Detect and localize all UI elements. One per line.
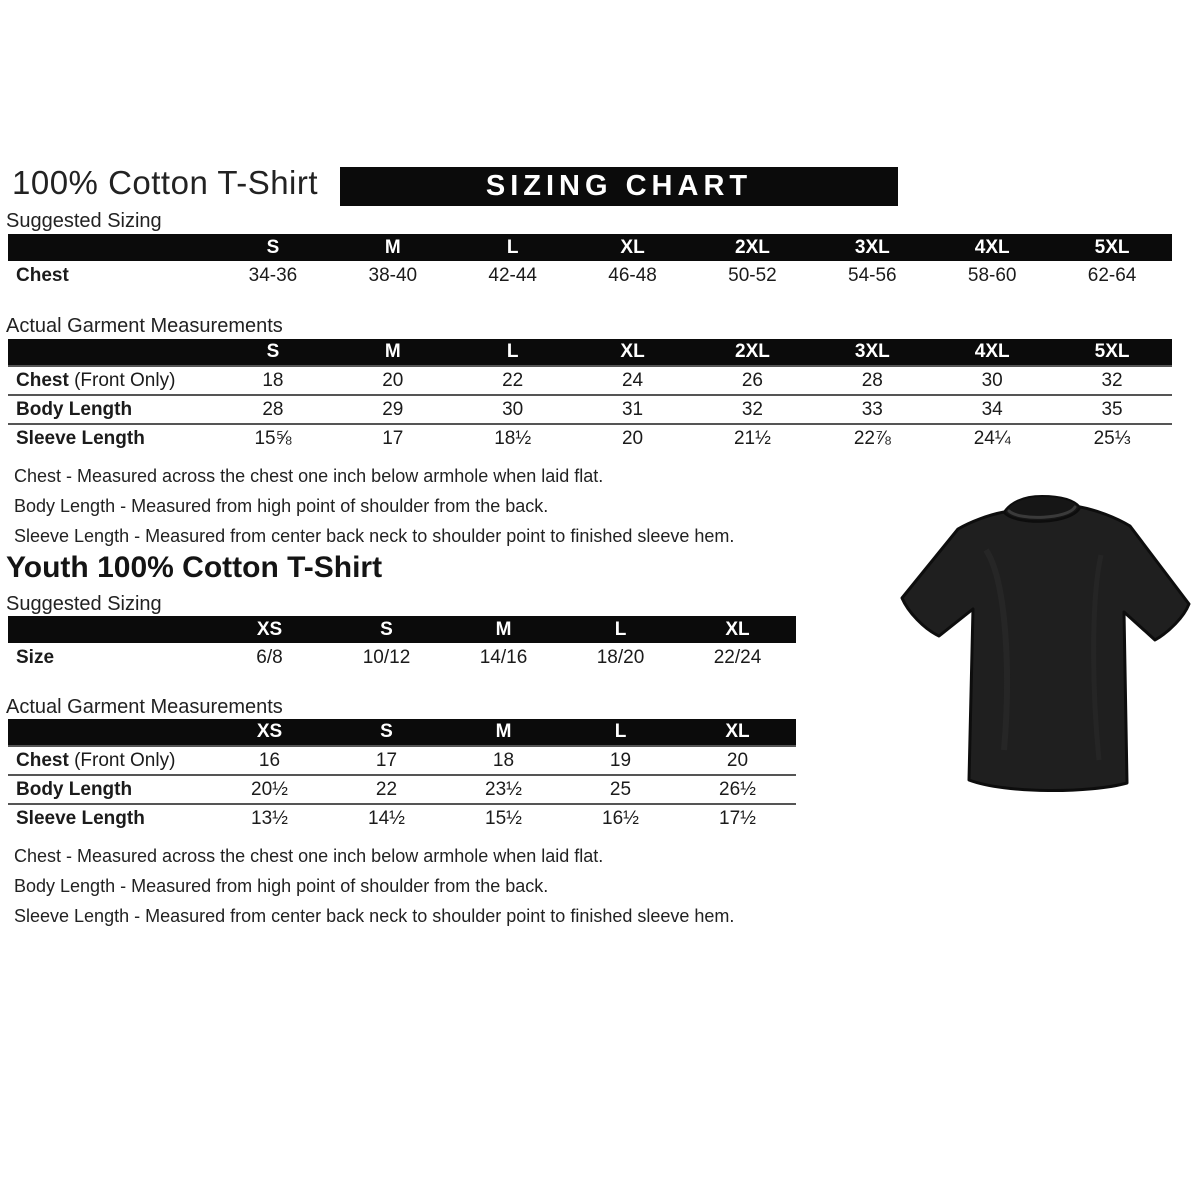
cell: 30 <box>981 369 1003 391</box>
cell: 33 <box>861 398 883 420</box>
cell: 17 <box>382 428 404 449</box>
row-label: Body Length <box>16 778 133 800</box>
cell: 38-40 <box>368 264 418 286</box>
cell: 25 <box>609 778 632 800</box>
row-label: Size <box>16 646 55 668</box>
column-header: 5XL <box>1052 234 1172 261</box>
row-label: Chest (Front Only) <box>16 369 176 391</box>
table-row <box>8 746 796 775</box>
page-title: 100% Cotton T-Shirt <box>12 164 319 201</box>
cell: 18 <box>492 749 515 771</box>
note-line: Chest - Measured across the chest one inch below armhole when laid flat. <box>14 846 604 866</box>
cell: 13½ <box>251 808 288 829</box>
tshirt-graphic <box>896 490 1194 802</box>
cell: 22⅞ <box>853 428 891 449</box>
table-row <box>8 395 1172 424</box>
cell: 22/24 <box>713 646 762 668</box>
cell: 32 <box>741 398 763 420</box>
column-header: M <box>333 339 453 366</box>
cell: 17 <box>375 749 398 771</box>
column-header: L <box>562 616 679 643</box>
cell: 18/20 <box>596 646 645 668</box>
sizing-chart-banner: SIZING CHART <box>340 167 898 206</box>
adult-garment-measurements-label: Actual Garment Measurements <box>6 315 283 337</box>
cell: 22 <box>375 778 398 800</box>
cell: 14½ <box>368 808 405 829</box>
cell: 25⅓ <box>1093 428 1131 449</box>
cell: 54-56 <box>848 264 897 286</box>
note-line: Sleeve Length - Measured from center back neck to shoulder point to finished sleeve hem. <box>14 906 735 926</box>
cell: 18½ <box>494 428 532 449</box>
cell: 10/12 <box>362 646 411 668</box>
column-header: M <box>445 719 562 746</box>
cell: 62-64 <box>1087 264 1137 286</box>
cell: 16 <box>258 749 281 771</box>
adult-suggested-sizing-table <box>8 234 1172 290</box>
cell: 34 <box>981 398 1003 420</box>
note-line: Chest - Measured across the chest one inch below armhole when laid flat. <box>14 466 604 486</box>
cell: 24¼ <box>973 428 1011 449</box>
tshirt-image <box>896 490 1194 802</box>
cell: 16½ <box>602 808 639 829</box>
cell: 50-52 <box>728 264 777 286</box>
adult-garment-measurements-table <box>8 339 1172 453</box>
row-label: Chest (Front Only) <box>16 749 176 771</box>
cell: 22 <box>502 369 524 391</box>
cell: 28 <box>262 398 284 420</box>
column-header: XL <box>679 616 796 643</box>
cell: 34-36 <box>248 264 298 286</box>
cell: 6/8 <box>256 646 283 668</box>
row-label-header <box>8 339 213 366</box>
column-header: 2XL <box>693 339 813 366</box>
cell: 58-60 <box>967 264 1017 286</box>
column-header: XL <box>573 234 693 261</box>
adult-suggested-sizing-label: Suggested Sizing <box>6 210 162 232</box>
youth-garment-measurements-table <box>8 719 796 833</box>
note-line: Body Length - Measured from high point of shoulder from the back. <box>14 496 549 516</box>
cell: 29 <box>382 398 404 420</box>
cell: 19 <box>609 749 632 771</box>
column-header: S <box>213 234 333 261</box>
table-row <box>8 424 1172 453</box>
youth-section-title: Youth 100% Cotton T-Shirt <box>6 551 383 584</box>
row-label: Sleeve Length <box>16 428 145 449</box>
column-header: S <box>213 339 333 366</box>
column-header: XL <box>573 339 693 366</box>
column-header: XL <box>679 719 796 746</box>
cell: 20½ <box>251 778 288 800</box>
row-label-header <box>8 719 211 746</box>
column-header: 5XL <box>1052 339 1172 366</box>
cell: 18 <box>262 369 284 391</box>
cell: 35 <box>1101 398 1123 420</box>
youth-measurement-notes <box>14 841 734 931</box>
column-header: 4XL <box>932 234 1052 261</box>
row-label: Sleeve Length <box>16 808 145 829</box>
cell: 21½ <box>733 428 771 449</box>
column-header: L <box>453 339 573 366</box>
column-header: M <box>333 234 453 261</box>
cell: 26 <box>741 369 763 391</box>
cell: 30 <box>502 398 524 420</box>
column-header: XS <box>211 616 328 643</box>
youth-suggested-sizing-table <box>8 616 796 672</box>
table-row <box>8 643 796 672</box>
column-header: L <box>562 719 679 746</box>
note-line: Body Length - Measured from high point of shoulder from the back. <box>14 876 549 896</box>
cell: 20 <box>621 428 644 449</box>
table-row <box>8 261 1172 290</box>
row-label-header <box>8 234 213 261</box>
column-header: 2XL <box>693 234 813 261</box>
youth-garment-measurements-label: Actual Garment Measurements <box>6 696 283 718</box>
cell: 23½ <box>485 778 522 800</box>
column-header: S <box>328 616 445 643</box>
cell: 15⅝ <box>254 428 292 449</box>
column-header: L <box>453 234 573 261</box>
column-header: 4XL <box>932 339 1052 366</box>
column-header: 3XL <box>812 339 932 366</box>
column-header: XS <box>211 719 328 746</box>
cell: 26½ <box>719 778 756 800</box>
table-row <box>8 775 796 804</box>
cell: 28 <box>861 369 883 391</box>
cell: 20 <box>382 369 404 391</box>
cell: 46-48 <box>608 264 657 286</box>
table-row <box>8 366 1172 395</box>
note-line: Sleeve Length - Measured from center back neck to shoulder point to finished sleeve hem. <box>14 526 735 546</box>
cell: 24 <box>621 369 644 391</box>
column-header: S <box>328 719 445 746</box>
cell: 15½ <box>485 808 522 829</box>
row-label: Body Length <box>16 398 133 420</box>
cell: 32 <box>1101 369 1123 391</box>
column-header: 3XL <box>812 234 932 261</box>
table-row <box>8 804 796 833</box>
adult-measurement-notes <box>14 461 734 551</box>
youth-suggested-sizing-label: Suggested Sizing <box>6 593 162 615</box>
cell: 20 <box>726 749 749 771</box>
cell: 17½ <box>719 808 756 829</box>
cell: 31 <box>621 398 644 420</box>
row-label: Chest <box>16 264 69 286</box>
row-label-header <box>8 616 211 643</box>
cell: 14/16 <box>479 646 528 668</box>
cell: 42-44 <box>488 264 537 286</box>
column-header: M <box>445 616 562 643</box>
